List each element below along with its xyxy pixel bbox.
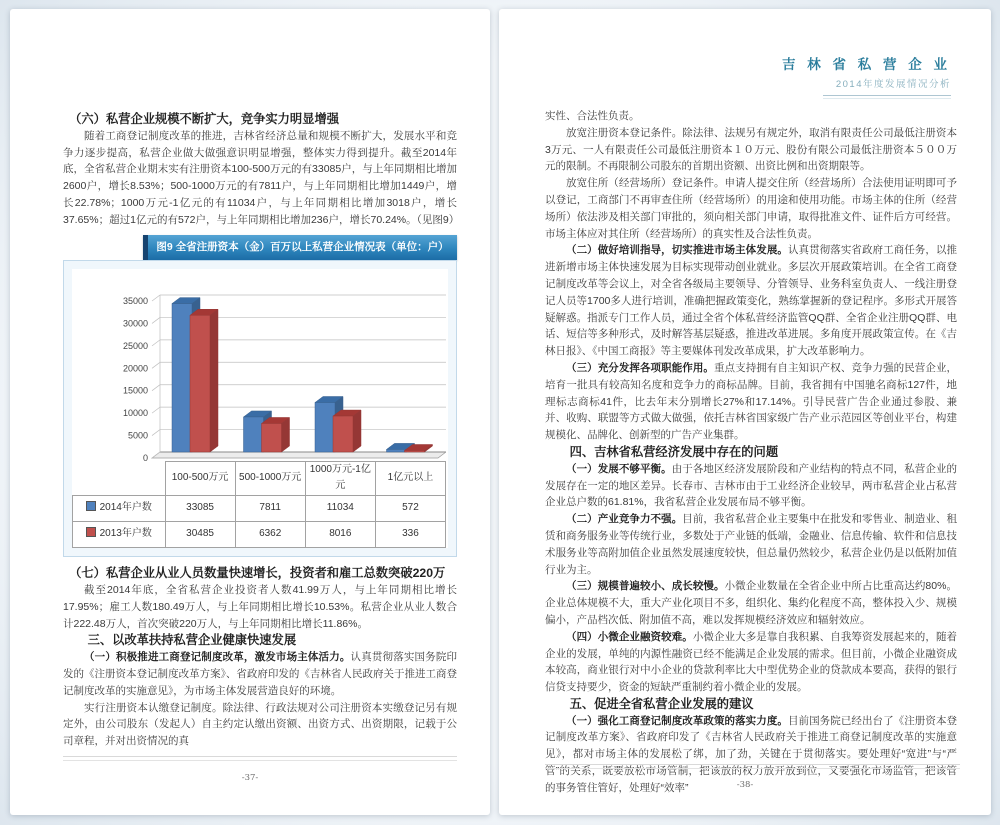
y-tick-label: 5000 <box>127 430 148 441</box>
value-cell: 336 <box>375 522 445 548</box>
bar-side-2013年户数 <box>210 309 218 452</box>
paragraph <box>545 578 957 628</box>
category-cell: 500-1000万元 <box>235 461 305 496</box>
report-title: 吉 林 省 私 营 企 业 <box>781 57 951 72</box>
category-cell: 1亿元以上 <box>375 461 445 496</box>
paragraph: 放宽注册资本登记条件。除法律、法规另有规定外，取消有限责任公司最低注册资本3万元、一人有限责任公司最低注册资本１０万元、股份有限公司最低注册资本５００万元的限制。不再限制公司股东的首期出资额、出资比例和出资期限等。 <box>545 126 957 173</box>
y-tick-label: 30000 <box>122 318 148 329</box>
header-underline <box>823 95 951 99</box>
legend-swatch-2013-icon <box>86 527 96 537</box>
chart-box <box>63 260 457 558</box>
wall-edge <box>152 317 160 323</box>
bar-2014年户数 <box>387 449 407 452</box>
paragraph-text: 小微企业大多是靠自我积累、自我筹资发展起来的，随着企业的发展，单纯的内源性融资已经不能满足企业发展的需求。但目前，小微企业融资成本较高，商业银行对中小企业的贷款利率比大中型优势企业的贷款成本要高，获得的银行信贷支持要少，资金的短缺严重制约着小微企业的发展。 <box>545 630 958 694</box>
page-37-content <box>63 111 460 750</box>
bar-2013年户数 <box>333 416 353 452</box>
page-37 <box>10 9 490 815</box>
category-cell: 100-500万元 <box>165 461 235 496</box>
bar-side-2013年户数 <box>282 417 290 452</box>
wall-edge <box>152 362 160 368</box>
value-cell: 8016 <box>305 522 375 548</box>
chart-floor <box>152 452 446 458</box>
paragraph <box>545 360 957 444</box>
chart-inner <box>72 269 448 549</box>
legend-cell-2013 <box>73 522 166 548</box>
wall-edge <box>152 295 160 301</box>
bar-2013年户数 <box>262 423 282 452</box>
bar-2014年户数 <box>244 417 264 452</box>
y-tick-label: 0 <box>142 452 148 461</box>
chapter-heading-4: 四、吉林省私营经济发展中存在的问题 <box>569 444 779 459</box>
y-tick-label: 10000 <box>122 407 148 418</box>
legend-label-2013: 2013年户数 <box>99 528 152 540</box>
page-number-left: -37- <box>241 773 259 783</box>
page-38-content <box>545 108 957 797</box>
paragraph-text: 目前国务院已经出台了《注册资本登记制度改革方案》、省政府印发了《吉林省人民政府关于推进工商登记制度改革的实施意见》，都对市场主体的发展松了绑，加了劲，关键在于贯彻落实。要处理好“宽进”与“严管”的关系，既要放松市场管制，把该放的权力放开放到位，又要强化市场监管，把该管的事务管住管好，处理好“效率” <box>545 714 958 794</box>
section-heading-6: （六）私营企业规模不断扩大，竞争实力明显增强 <box>69 112 339 126</box>
wall-edge <box>152 407 160 413</box>
paragraph: 实行注册资本认缴登记制度。除法律、行政法规对公司注册资本实缴登记另有规定外，由公司股东（发起人）自主约定认缴出资额、出资方式、出资期限，记载于公司章程，并对出资情况的真 <box>63 701 457 748</box>
paragraph: 截至2014年底，全省私营企业投资者人数41.99万人，与上年同期相比增长17.95%；雇工人数180.49万人，与上年同期相比增长10.53%。私营企业从业人数合计222.48万人，首次突破220万人，与上年同期相比增长11.86%。 <box>63 583 457 630</box>
paragraph-text: 认真贯彻落实省政府工商任务，以推进新增市场主体快速发展为目标实现带动创业就业。多层次开展政策培训。在全省工商登记制度改革等会议上，对全省各级局主要领导、分管领导、业务科室负责人、一线注册登记人员等1700多人进行培训，准确把握政策变化，熟练掌握新的登记程序。多形式开展答疑解惑。指派专门工作人员，通过全省个体私营经济监管QQ群、全省企业注册QQ群、电话、短信等多种形式，及时解答基层疑惑，推进改革进展。多角度开展政策宣传。在《吉林日报》、《中国工商报》等主要媒体刊发改革成果，扩大改革影响力。 <box>545 244 958 358</box>
wall-edge <box>152 339 160 345</box>
bar-side-2013年户数 <box>353 410 361 452</box>
paragraph: 实性、合法性负责。 <box>545 110 640 122</box>
section-heading-7: （七）私营企业从业人员数量快速增长，投资者和雇工总数突破220万 <box>69 566 446 581</box>
category-row <box>73 461 446 496</box>
bar-2013年户数 <box>405 450 425 452</box>
footer-rule <box>63 756 457 761</box>
page-38 <box>499 9 991 815</box>
bar-2014年户数 <box>172 303 192 451</box>
paragraph-lead: （三）规模普遍较小、成长较慢。 <box>566 580 725 593</box>
paragraph-text: 由于各地区经济发展阶段和产业结构的特点不同，私营企业的发展存在一定的地区差异。长春市、吉林市由于工业经济企业较早，两市私营企业占私营企业总户数的61.81%，我省私营企业发展布局不够平衡。 <box>545 462 958 509</box>
y-tick-label: 35000 <box>122 295 148 306</box>
legend-label-2014: 2014年户数 <box>99 502 152 514</box>
wall-edge <box>152 384 160 390</box>
paragraph-lead: （一）积极推进工商登记制度改革，激发市场主体活力。 <box>84 651 351 664</box>
paragraph <box>545 629 957 696</box>
paragraph-text: 认真贯彻落实国务院印发的《注册资本登记制度改革方案》、省政府印发的《吉林省人民政府关于推进工商登记制度改革的实施意见》，为市场主体发展营造良好的环境。 <box>63 651 458 697</box>
legend-cell-2014 <box>73 496 166 522</box>
paragraph-lead: （二）产业竞争力不强。 <box>566 513 683 526</box>
legend-swatch-2014-icon <box>86 501 96 511</box>
paragraph <box>545 242 957 360</box>
paragraph <box>63 649 457 699</box>
paragraph-lead: （一）强化工商登记制度改革政策的落实力度。 <box>566 714 788 727</box>
bar-chart-plot <box>72 269 446 461</box>
value-cell: 30485 <box>165 522 235 548</box>
bar-2014年户数 <box>315 402 335 451</box>
paragraph-lead: （一）发展不够平衡。 <box>566 462 672 475</box>
paragraph-lead: （四）小微企业融资较难。 <box>566 630 693 643</box>
bar-2013年户数 <box>190 315 210 452</box>
chart-data-table <box>72 461 446 549</box>
paragraph <box>545 461 957 511</box>
paragraph-text: 目前，我省私营企业主要集中在批发和零售业、制造业、租赁和商务服务业等传统行业，多数处于产业链的低端，金融业、信息传输、软件和信息技术服务业等高附加值企业虽然发展速度较快，但总量仍然较少，私营企业仍是以低附加值行业为主。 <box>545 513 958 576</box>
series-row-2013 <box>73 522 446 548</box>
paragraph <box>545 511 957 578</box>
paragraph-text: 小微企业数量在全省企业中所占比重高达约80%。企业总体规模不大，重大产业化项目不多，组织化、集约化程度不高，整体投入少、规模偏小，产品档次低、附加值不高，难以发挥规模经济效应和辐射效应。 <box>545 580 958 626</box>
chapter-heading-5: 五、促进全省私营企业发展的建议 <box>569 696 754 711</box>
y-tick-label: 25000 <box>122 340 148 351</box>
footer-rule <box>545 764 960 769</box>
figure-9 <box>63 235 457 558</box>
y-tick-label: 15000 <box>122 385 148 396</box>
category-cell: 1000万元-1亿元 <box>305 461 375 496</box>
value-cell: 7811 <box>235 496 305 522</box>
figure-title: 图9 全省注册资本（金）百万以上私营企业情况表（单位：户） <box>143 235 457 260</box>
table-corner-cell <box>73 461 166 496</box>
paragraph-text: 重点支持拥有自主知识产权、竞争力强的民营企业，培育一批具有较高知名度和竞争力的商标品牌。目前，我省拥有中国驰名商标127件，地理标志商标41件，比去年末分别增长27%和17.14%。引导民营广告企业通过参股、兼并、收购、联盟等方式做大做强，依托吉林省国家级广告产业示范园区等创业平台，构建规模化、品牌化、创新型的广告产业集群。 <box>545 361 958 442</box>
value-cell: 572 <box>375 496 445 522</box>
report-header <box>782 53 951 99</box>
value-cell: 11034 <box>305 496 375 522</box>
wall-edge <box>152 429 160 435</box>
report-subtitle: 2014年度发展情况分析 <box>835 79 951 90</box>
page-number-right: -38- <box>736 780 754 790</box>
paragraph-lead: （二）做好培训指导，切实推进市场主体发展。 <box>566 244 788 257</box>
value-cell: 33085 <box>165 496 235 522</box>
paragraph-lead: （三）充分发挥各项职能作用。 <box>566 361 714 374</box>
chapter-heading-3: 三、以改革扶持私营企业健康快速发展 <box>87 633 297 648</box>
paragraph: 放宽住所（经营场所）登记条件。申请人提交住所（经营场所）合法使用证明即可予以登记，工商部门不再审查住所（经营场所）的用途和使用功能。市场主体的住所（经营场所）依法涉及相关部门审批的，须向相关部门申请，取得批准文件、证件后方可经营。市场主体应对其住所（经营场所）的真实性及合法性负责。 <box>545 177 957 240</box>
y-tick-label: 20000 <box>122 362 148 373</box>
paragraph: 随着工商登记制度改革的推进，吉林省经济总量和规模不断扩大，发展水平和竞争力逐步提高，私营企业做大做强意识明显增强，整体实力得到提升。截至2014年底，全省私营企业期末实有注册资本100-500万元的有33085户，与上年同期相比增加2600户，增长8.53%；500-1000万元的有7811户，与上年同期相比增加1449户，增长22.78%；1000万元-1亿元的有11034户，与上年同期相比增加3018户，增长37.65%；超过1亿元的有572户，与上年同期相比增加236户，增长70.24%。（见图9） <box>63 129 460 226</box>
series-row-2014 <box>73 496 446 522</box>
value-cell: 6362 <box>235 522 305 548</box>
